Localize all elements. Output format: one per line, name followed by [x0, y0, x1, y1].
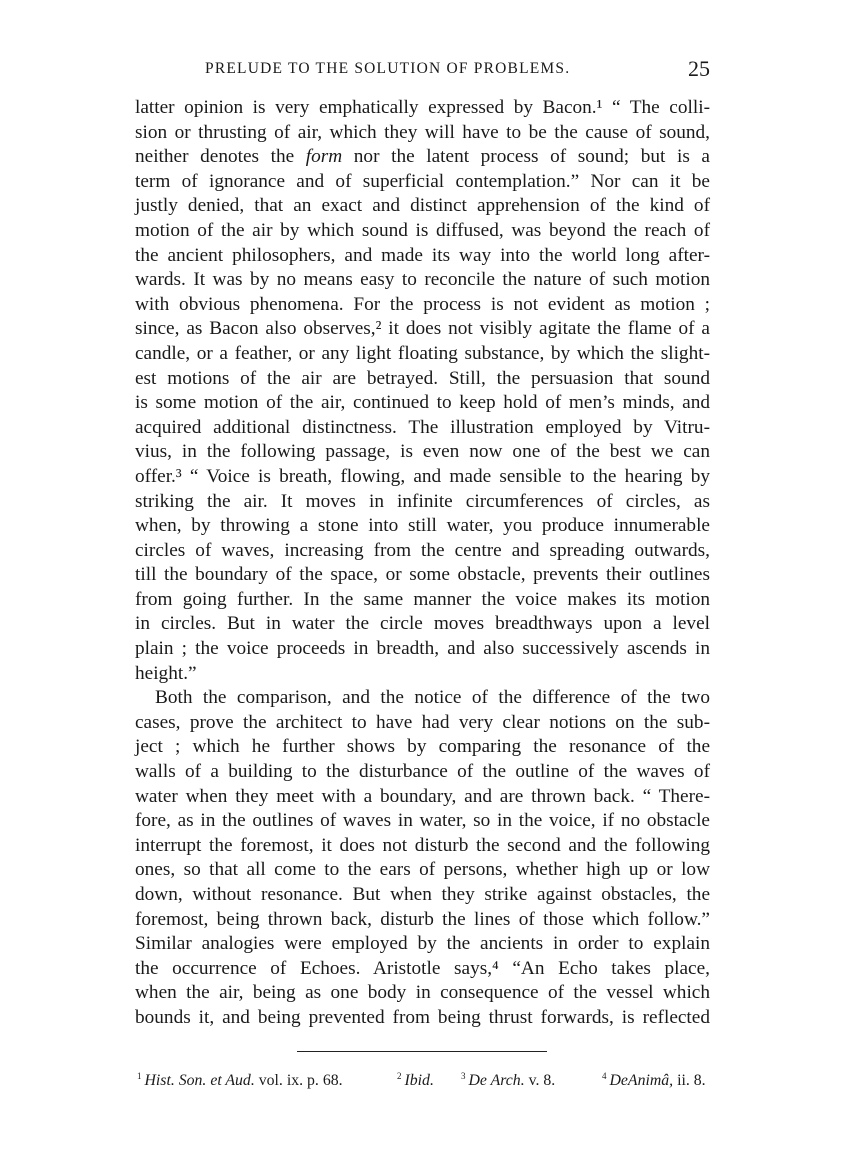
text-line: vius, in the following passage, is even now one of the best we can	[135, 441, 710, 463]
text-line: ones, so that all come to the ears of persons, whether high up or low	[135, 859, 710, 881]
text-line: from going further. In the same manner the voice makes its motion	[135, 588, 710, 610]
footnote-title: Ibid.	[404, 1072, 434, 1089]
text-line: sion or thrusting of air, which they will have to be the cause of sound,	[135, 121, 710, 143]
footnote-mark: 3	[461, 1071, 466, 1081]
text-line: candle, or a feather, or any light floating substance, by which the slight-	[135, 342, 710, 364]
text-line: since, as Bacon also observes,² it does not visibly agitate the flame of a	[135, 318, 710, 340]
footnote-1	[137, 1064, 343, 1093]
text-line: in circles. But in water the circle moves breadthways upon a level	[135, 613, 710, 635]
text-line: striking the air. It moves in infinite circumferences of circles, as	[135, 490, 710, 512]
text-line: fore, as in the outlines of waves in water, so in the voice, if no obstacle	[135, 810, 710, 832]
running-head	[135, 56, 710, 88]
text-line: with obvious phenomena. For the process is not evident as motion ;	[135, 293, 710, 315]
text-line: when, by throwing a stone into still water, you produce innumerable	[135, 515, 710, 537]
footnotes	[135, 1064, 710, 1088]
text-line: cases, prove the architect to have had very clear notions on the sub-	[135, 711, 710, 733]
text-line: down, without resonance. But when they strike against obstacles, the	[135, 884, 710, 905]
footnote-title: DeAnimâ,	[609, 1072, 674, 1089]
text-line: Similar analogies were employed by the ancients in order to explain	[135, 933, 710, 955]
text-line: the occurrence of Echoes. Aristotle says,⁴ “An Echo takes place,	[135, 957, 710, 979]
text-line: motion of the air by which sound is diffused, was beyond the reach of	[135, 219, 710, 241]
body-text	[135, 96, 710, 1031]
text-line: justly denied, that an exact and distinct apprehension of the kind of	[135, 195, 710, 217]
text-line: when the air, being as one body in consequence of the vessel which	[135, 982, 710, 1004]
text-line: the ancient philosophers, and made its way into the world long after-	[135, 244, 710, 266]
text-line: est motions of the air are betrayed. Still, the persuasion that sound	[135, 367, 710, 389]
text-line: water when they meet with a boundary, and are thrown back. “ There-	[135, 785, 710, 807]
footnote-ref: v. 8.	[524, 1072, 556, 1089]
paragraph-end-line: height.”	[135, 662, 197, 684]
footnote-title: De Arch.	[468, 1072, 525, 1089]
text-line: ject ; which he further shows by comparing the resonance of the	[135, 736, 710, 758]
running-title: PRELUDE TO THE SOLUTION OF PROBLEMS.	[205, 60, 571, 77]
text-line: term of ignorance and of superficial contemplation.” Nor can it be	[135, 170, 710, 192]
footnote-mark: 1	[137, 1071, 142, 1081]
text-line: offer.³ “ Voice is breath, flowing, and made sensible to the hearing by	[135, 465, 710, 487]
text-line: wards. It was by no means easy to reconcile the nature of such motion	[135, 269, 710, 291]
text-line: plain ; the voice proceeds in breadth, and also successively ascends in	[135, 638, 710, 660]
footnote-4	[602, 1064, 706, 1093]
footnote-2	[397, 1064, 434, 1093]
text-line: bounds it, and being prevented from being thrust forwards, is reflected	[135, 1006, 710, 1028]
footnote-mark: 2	[397, 1071, 402, 1081]
page-number: 25	[688, 56, 710, 81]
footnote-title: Hist. Son. et Aud.	[144, 1072, 255, 1089]
text-line: acquired additional distinctness. The illustration employed by Vitru-	[135, 416, 710, 438]
footnote-3	[461, 1064, 555, 1093]
text-line: is some motion of the air, continued to keep hold of men’s minds, and	[135, 392, 710, 414]
text-line: neither denotes the form nor the latent process of sound; but is a	[135, 146, 710, 168]
text-line: latter opinion is very emphatically expressed by Bacon.¹ “ The colli-	[135, 97, 710, 118]
text-line: walls of a building to the disturbance of the outline of the waves of	[135, 761, 710, 783]
footnote-ref: ii. 8.	[673, 1072, 706, 1089]
footnote-ref: vol. ix. p. 68.	[254, 1072, 343, 1089]
text-line: interrupt the foremost, it does not disturb the second and the following	[135, 834, 710, 856]
footnote-mark: 4	[602, 1071, 607, 1081]
text-line: circles of waves, increasing from the centre and spreading outwards,	[135, 539, 710, 561]
paragraph-start-line: Both the comparison, and the notice of the difference of the two	[155, 687, 710, 709]
text-line: till the boundary of the space, or some obstacle, prevents their outlines	[135, 564, 710, 586]
text-line: foremost, being thrown back, disturb the lines of those which follow.”	[135, 908, 710, 930]
footnote-rule	[297, 1051, 547, 1052]
